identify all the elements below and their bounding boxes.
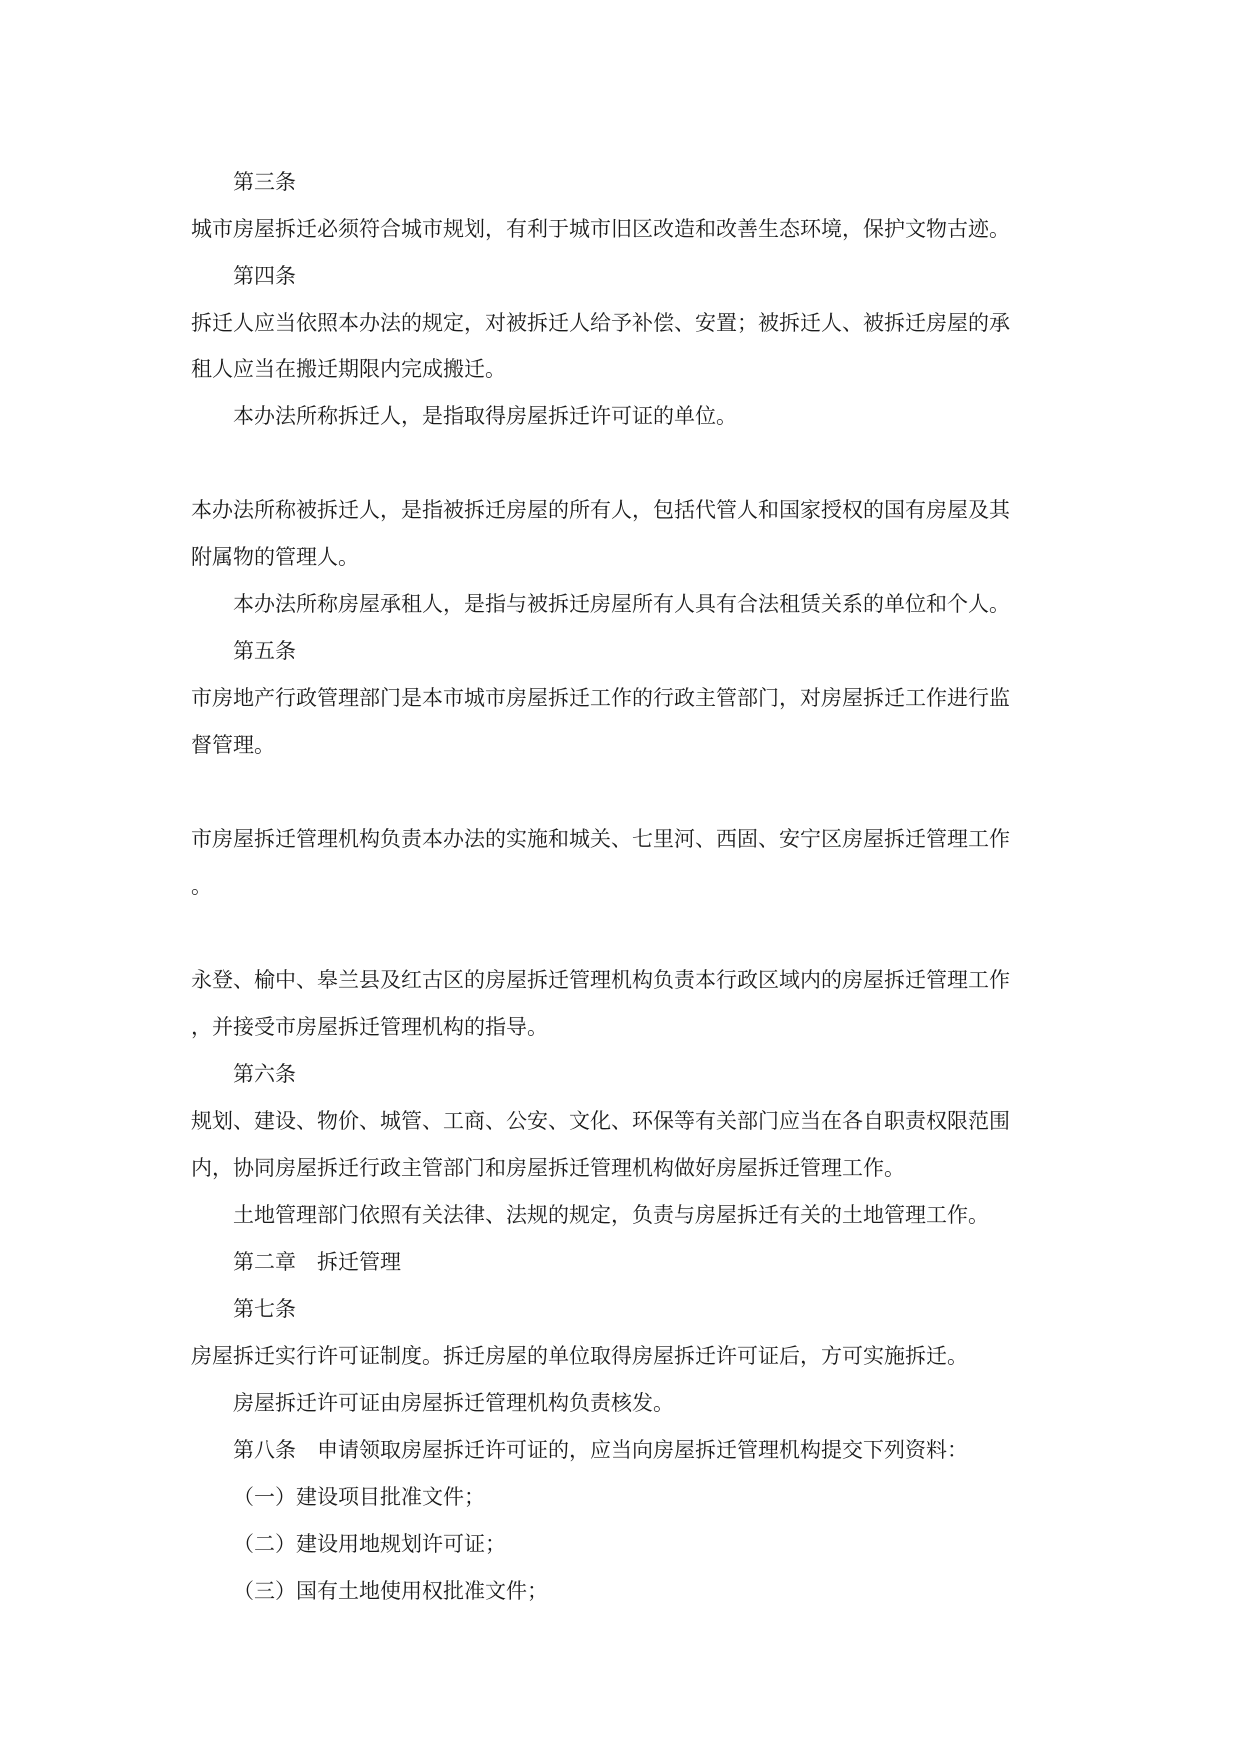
article-5-paragraph-3-line-1: 永登、榆中、皋兰县及红古区的房屋拆迁管理机构负责本行政区域内的房屋拆迁管理工作 [191,968,1010,992]
article-4-paragraph-2: 本办法所称拆迁人，是指取得房屋拆迁许可证的单位。 [233,404,737,428]
article-4-paragraph-3-line-1: 本办法所称被拆迁人，是指被拆迁房屋的所有人，包括代管人和国家授权的国有房屋及其 [191,498,1010,522]
article-5-paragraph-3-line-2: ，并接受市房屋拆迁管理机构的指导。 [191,1015,548,1039]
article-3-text: 城市房屋拆迁必须符合城市规划，有利于城市旧区改造和改善生态环境，保护文物古迹。 [191,217,1010,241]
article-4-text-line-1: 拆迁人应当依照本办法的规定，对被拆迁人给予补偿、安置；被拆迁人、被拆迁房屋的承 [191,311,1010,335]
article-4-text-line-2: 租人应当在搬迁期限内完成搬迁。 [191,357,506,381]
article-4-paragraph-3-line-2: 附属物的管理人。 [191,545,359,569]
article-6-paragraph-2: 土地管理部门依照有关法律、法规的规定，负责与房屋拆迁有关的土地管理工作。 [233,1203,989,1227]
article-7-paragraph-2: 房屋拆迁许可证由房屋拆迁管理机构负责核发。 [233,1391,674,1415]
article-5-text-line-1: 市房地产行政管理部门是本市城市房屋拆迁工作的行政主管部门，对房屋拆迁工作进行监 [191,686,1010,710]
article-5-heading: 第五条 [233,639,296,663]
article-8-item-2: （二）建设用地规划许可证； [233,1532,506,1556]
article-4-heading: 第四条 [233,264,296,288]
article-4-paragraph-4: 本办法所称房屋承租人，是指与被拆迁房屋所有人具有合法租赁关系的单位和个人。 [233,592,1010,616]
article-5-text-line-2: 督管理。 [191,733,275,757]
article-3-heading: 第三条 [233,170,296,194]
article-5-paragraph-2-line-1: 市房屋拆迁管理机构负责本办法的实施和城关、七里河、西固、安宁区房屋拆迁管理工作 [191,827,1010,851]
article-8-item-1: （一）建设项目批准文件； [233,1485,485,1509]
article-6-heading: 第六条 [233,1062,296,1086]
article-7-text: 房屋拆迁实行许可证制度。拆迁房屋的单位取得房屋拆迁许可证后，方可实施拆迁。 [191,1344,968,1368]
article-6-text-line-1: 规划、建设、物价、城管、工商、公安、文化、环保等有关部门应当在各自职责权限范围 [191,1109,1010,1133]
chapter-2-heading: 第二章 拆迁管理 [233,1250,401,1274]
article-7-heading: 第七条 [233,1297,296,1321]
article-6-text-line-2: 内，协同房屋拆迁行政主管部门和房屋拆迁管理机构做好房屋拆迁管理工作。 [191,1156,905,1180]
article-8-item-3: （三）国有土地使用权批准文件； [233,1579,548,1603]
article-8-text: 第八条 申请领取房屋拆迁许可证的，应当向房屋拆迁管理机构提交下列资料： [233,1438,968,1462]
article-5-paragraph-2-line-2: 。 [191,874,212,898]
